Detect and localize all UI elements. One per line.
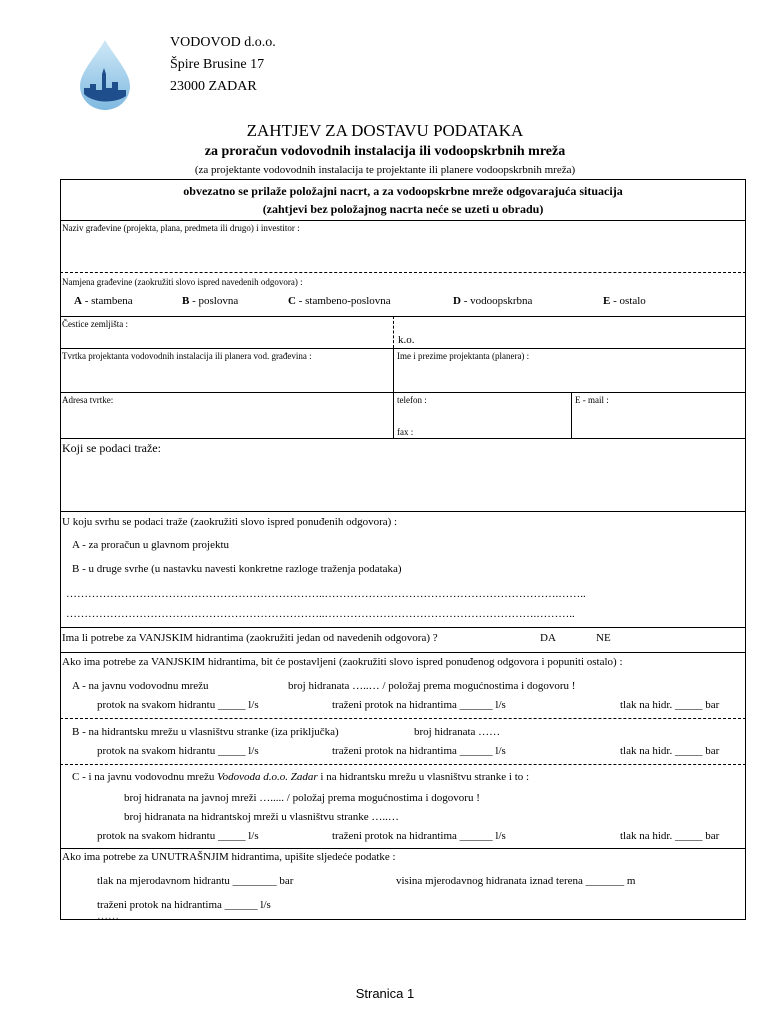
- notice-line-2: (zahtjevi bez položajnog nacrta neće se uzeti u obradu): [262, 202, 544, 216]
- column-divider: [393, 316, 394, 348]
- building-name-label: Naziv građevine (projekta, plana, predmeta ili drugo) i investitor :: [62, 223, 300, 233]
- ko-label: k.o.: [398, 334, 415, 346]
- divider: [60, 848, 746, 849]
- external-hydrants-question: Ima li potrebe za VANJSKIM hidrantima (zaokružiti jedan od navedenih odgovora) ?: [62, 632, 438, 644]
- divider: [60, 220, 746, 221]
- option-a-count: broj hidranata …..… / položaj prema mogućnostima i dogovoru !: [288, 680, 576, 692]
- column-divider: [393, 348, 394, 438]
- divider: [60, 652, 746, 653]
- purpose-option-c[interactable]: C - stambeno-poslovna: [288, 295, 391, 307]
- data-requested-label: Koji se podaci traže:: [62, 441, 161, 455]
- option-b-count: broj hidranata ……: [414, 726, 501, 738]
- form-title: ZAHTJEV ZA DOSTAVU PODATAKA: [246, 121, 524, 140]
- divider: [60, 511, 746, 512]
- page-number: Stranica 1: [355, 986, 415, 1001]
- column-divider: [571, 392, 572, 438]
- form-subtitle: za proračun vodovodnih instalacija ili vodoopskrbnih mreža: [204, 144, 566, 159]
- flow-required-c: traženi protok na hidrantima ______ l/s: [332, 830, 506, 842]
- divider: [60, 438, 746, 439]
- internal-height: visina mjerodavnog hidranata iznad terena _______ m: [396, 875, 636, 887]
- reason-line-2[interactable]: ……………………………………………………………..………………………………………………….………..: [66, 608, 575, 620]
- purpose-option-d[interactable]: D - vodoopskrbna: [453, 295, 533, 307]
- divider: [60, 348, 746, 349]
- notice-line-1: obvezatno se prilaže položajni nacrt, a za vodoopskrbne mreže odgovarajuća situacija: [183, 184, 623, 198]
- internal-pressure: tlak na mjerodavnom hidrantu ________ bar: [97, 875, 294, 887]
- pressure-b: tlak na hidr. _____ bar: [620, 745, 720, 757]
- purpose-option-a-text[interactable]: A - za proračun u glavnom projektu: [72, 539, 230, 551]
- flow-each-a: protok na svakom hidrantu _____ l/s: [97, 699, 259, 711]
- company-name: VODOVOD d.o.o.: [170, 35, 276, 50]
- company-street: Špire Brusine 17: [170, 57, 265, 72]
- building-purpose-label: Namjena građevine (zaokružiti slovo ispred navedenih odgovora) :: [62, 277, 303, 287]
- parcels-label: Čestice zemljišta :: [62, 319, 128, 329]
- external-intro: Ako ima potrebe za VANJSKIM hidrantima, bit će postavljeni (zaokružiti slovo ispred ponuđenog odgovora i popuniti ostalo) :: [62, 656, 623, 668]
- option-c-private: broj hidranata na hidrantskoj mreži u vlasništvu stranke …..…: [124, 811, 399, 823]
- answer-no[interactable]: NE: [596, 632, 611, 644]
- designer-company-label: Tvrtka projektanta vodovodnih instalacija ili planera vod. građevina :: [62, 351, 312, 361]
- form-subnote: (za projektante vodovodnih instalacija te projektante ili planere vodoopskrbnih mreža): [194, 164, 576, 176]
- internal-trailing: ……: [97, 910, 119, 922]
- vodovod-logo-icon: [76, 38, 134, 110]
- email-label: E - mail :: [575, 395, 609, 405]
- option-b-line[interactable]: B - na hidrantsku mrežu u vlasništvu stranke (iza priključka): [72, 726, 339, 738]
- pressure-c: tlak na hidr. _____ bar: [620, 830, 720, 842]
- company-address-label: Adresa tvrtke:: [62, 395, 114, 405]
- option-c-public: broj hidranata na javnoj mreži …..... / položaj prema mogućnostima i dogovoru !: [124, 792, 480, 804]
- divider: [60, 718, 746, 719]
- phone-label: telefon :: [397, 395, 427, 405]
- purpose-option-b[interactable]: B - poslovna: [182, 295, 239, 307]
- pressure-a: tlak na hidr. _____ bar: [620, 699, 720, 711]
- purpose-option-a[interactable]: A - stambena: [74, 295, 133, 307]
- purpose-option-e[interactable]: E - ostalo: [603, 295, 646, 307]
- company-city: 23000 ZADAR: [170, 79, 257, 94]
- flow-required-a: traženi protok na hidrantima ______ l/s: [332, 699, 506, 711]
- internal-intro: Ako ima potrebe za UNUTRAŠNJIM hidrantima, upišite sljedeće podatke :: [62, 851, 396, 863]
- fax-label: fax :: [397, 427, 414, 437]
- flow-required-b: traženi protok na hidrantima ______ l/s: [332, 745, 506, 757]
- flow-each-b: protok na svakom hidrantu _____ l/s: [97, 745, 259, 757]
- option-a-line[interactable]: A - na javnu vodovodnu mrežu: [72, 680, 209, 692]
- divider: [60, 392, 746, 393]
- internal-flow: traženi protok na hidrantima ______ l/s: [97, 899, 271, 911]
- reason-line-1[interactable]: ……………………………………………………………..……………………………………………………….……..: [66, 588, 586, 600]
- designer-name-label: Ime i prezime projektanta (planera) :: [397, 351, 530, 361]
- flow-each-c: protok na svakom hidrantu _____ l/s: [97, 830, 259, 842]
- option-c-line[interactable]: C - i na javnu vodovodnu mrežu Vodovoda d.o.o. Zadar i na hidrantsku mrežu u vlasništvu stranke i to :: [72, 771, 530, 783]
- purpose-question: U koju svrhu se podaci traže (zaokružiti slovo ispred ponuđenih odgovora) :: [62, 516, 398, 528]
- building-name-input[interactable]: [60, 234, 746, 271]
- divider: [60, 627, 746, 628]
- divider: [60, 316, 746, 317]
- purpose-option-b-text[interactable]: B - u druge svrhe (u nastavku navesti konkretne razloge traženja podataka): [72, 563, 402, 575]
- divider: [60, 272, 746, 273]
- answer-yes[interactable]: DA: [540, 632, 556, 644]
- divider: [60, 764, 746, 765]
